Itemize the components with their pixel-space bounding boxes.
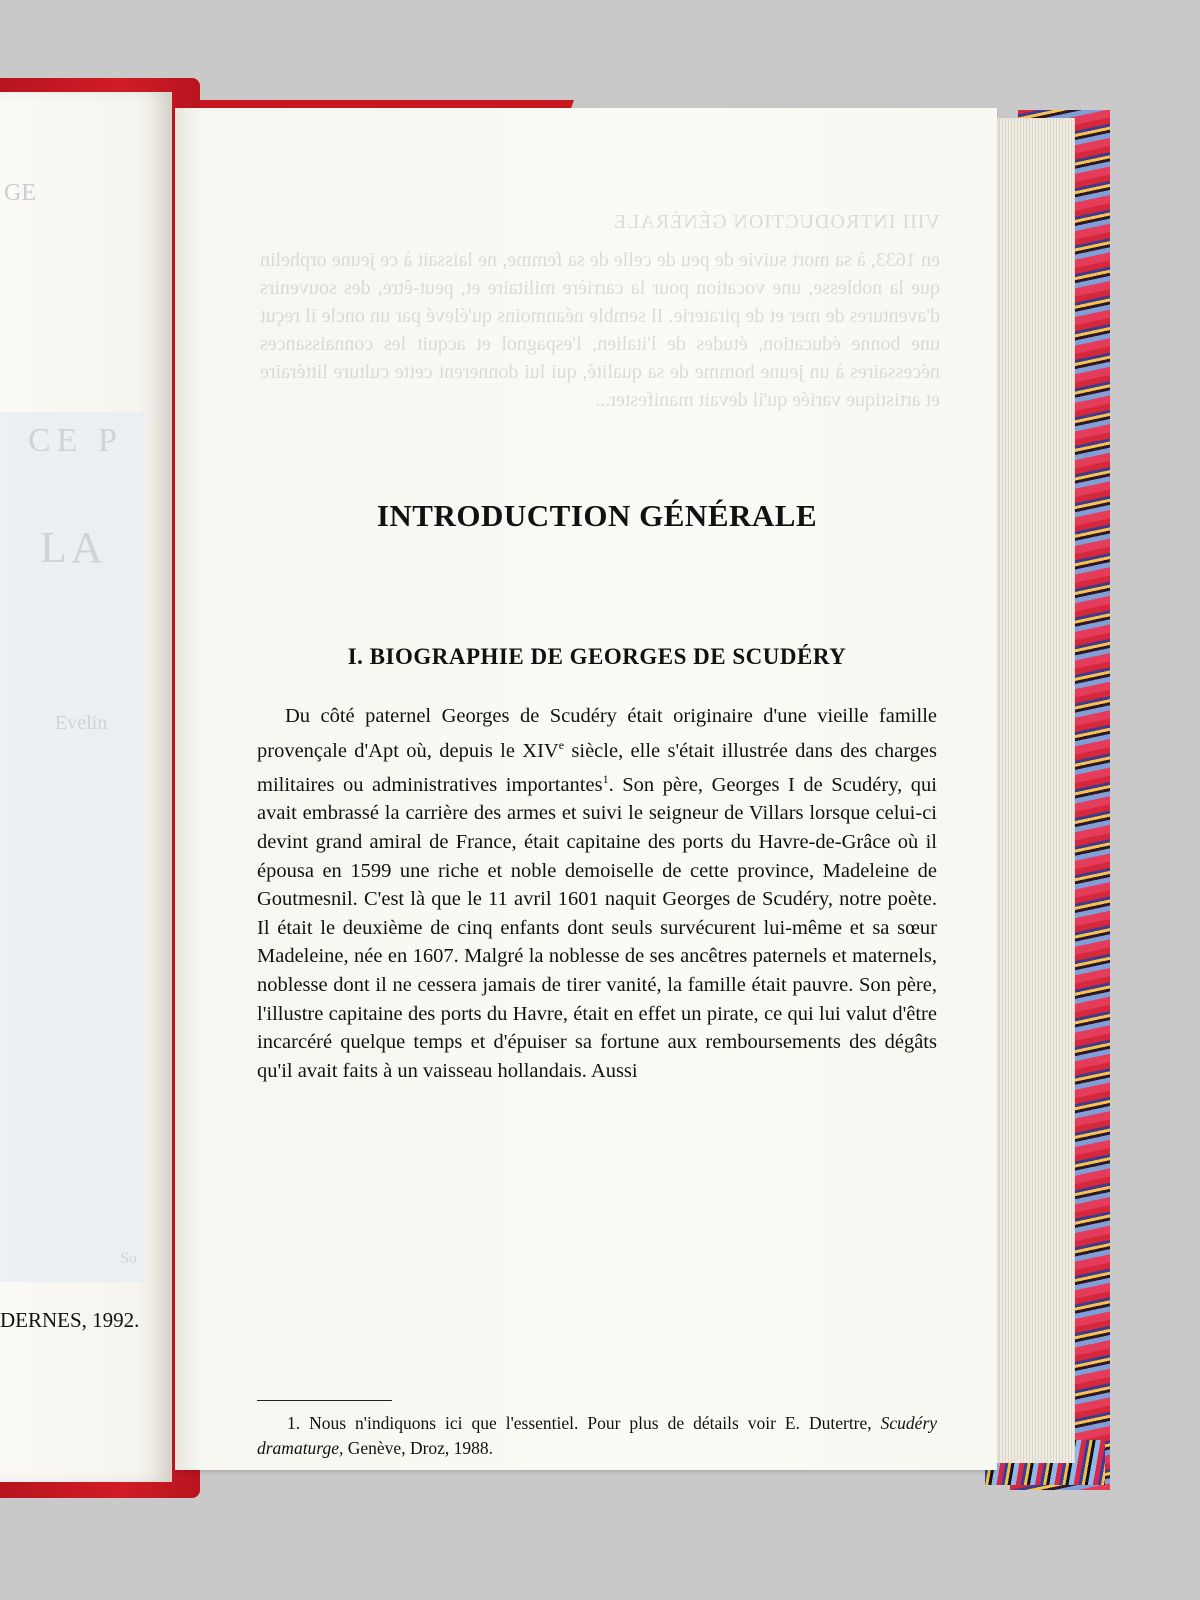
left-ghost-line-2: LA [40, 523, 107, 572]
footnote-rule [257, 1400, 392, 1401]
paragraph-part-3: . Son père, Georges I de Scudéry, qui avait embrassé la carrière des armes et suivi le seigneur de Villars lorsque celui-ci devint grand amiral de France, était capitaine des ports du Havre-de-Grâce où il épousa en 1599 une riche et noble demoiselle de cette province, Madeleine de Goutmesnil. C'est là que le 11 avril 1601 naquit Georges de Scudéry, notre poète. Il était le deuxième de cinq enfants dont seuls survécurent lui-même et sa sœur Madeleine, née en 1607. Malgré la noblesse de ses ancêtres paternels et maternels, noblesse dont il ne cessera jamais de tirer vanité, la famille était pauvre. Son père, l'illustre capitaine des ports du Havre, était en effet un pirate, ce qui lui valut d'être incarcéré quelque temps et d'épuiser sa fortune aux remboursements des dégâts qu'il avait faits à un vaisseau hollandais. Aussi [257, 773, 937, 1082]
left-ghost-line-1: CE P [28, 422, 123, 459]
footnote-text-after: Genève, Droz, 1988. [347, 1438, 494, 1458]
left-ghost-line-3: Evelin [55, 712, 108, 734]
footnote-italic-title: Scudéry dramaturge, [257, 1413, 938, 1458]
superscript-e: e [558, 737, 565, 752]
bleed-through-text [260, 208, 940, 414]
page-title: INTRODUCTION GÉNÉRALE [376, 498, 818, 533]
page-content [257, 498, 937, 1085]
footnote-number: 1. [287, 1413, 301, 1433]
bleed-through-header: VIII INTRODUCTION GÉNÉRALE [612, 211, 940, 233]
left-footer-small: So [120, 1250, 137, 1267]
section-heading: I. BIOGRAPHIE DE GEORGES DE SCUDÉRY [347, 644, 847, 669]
body-paragraph [257, 702, 937, 1085]
footnote-reference: 1 [602, 772, 609, 787]
left-header-fragment: GE [4, 180, 36, 206]
footnote-text-before: Nous n'indiquons ici que l'essentiel. Pour plus de détails voir E. Dutertre, [309, 1413, 872, 1433]
bleed-through-body: en 1633, à sa mort suivie de peu de celle de sa femme, ne laissait à ce jeune orphelin que la noblesse, une vocation pour la carrière militaire et, peut-être, des souvenirs d'aventures de mer et de piraterie. Il semble néanmoins qu'élevé par un oncle il reçut une bonne éducation, études de l'italien, l'espagnol et acquit les connaissances nécessaires à un jeune homme de sa qualité, qui lui donnerent cette culture littéraire et artistique variée qu'il devait manifester... [260, 249, 940, 411]
footnote [257, 1411, 937, 1461]
left-page [0, 92, 172, 1482]
left-footer-text: DERNES, 1992. [0, 1308, 140, 1332]
paragraph-part-2: siècle, elle s'était illustrée dans des charges militaires ou administratives importantes [257, 739, 937, 796]
right-page [175, 108, 997, 1470]
paragraph-part-1: Du côté paternel Georges de Scudéry était originaire d'une vieille famille provençale d'Apt où, depuis le XIV [257, 705, 937, 762]
page-stack-edge [985, 118, 1075, 1463]
